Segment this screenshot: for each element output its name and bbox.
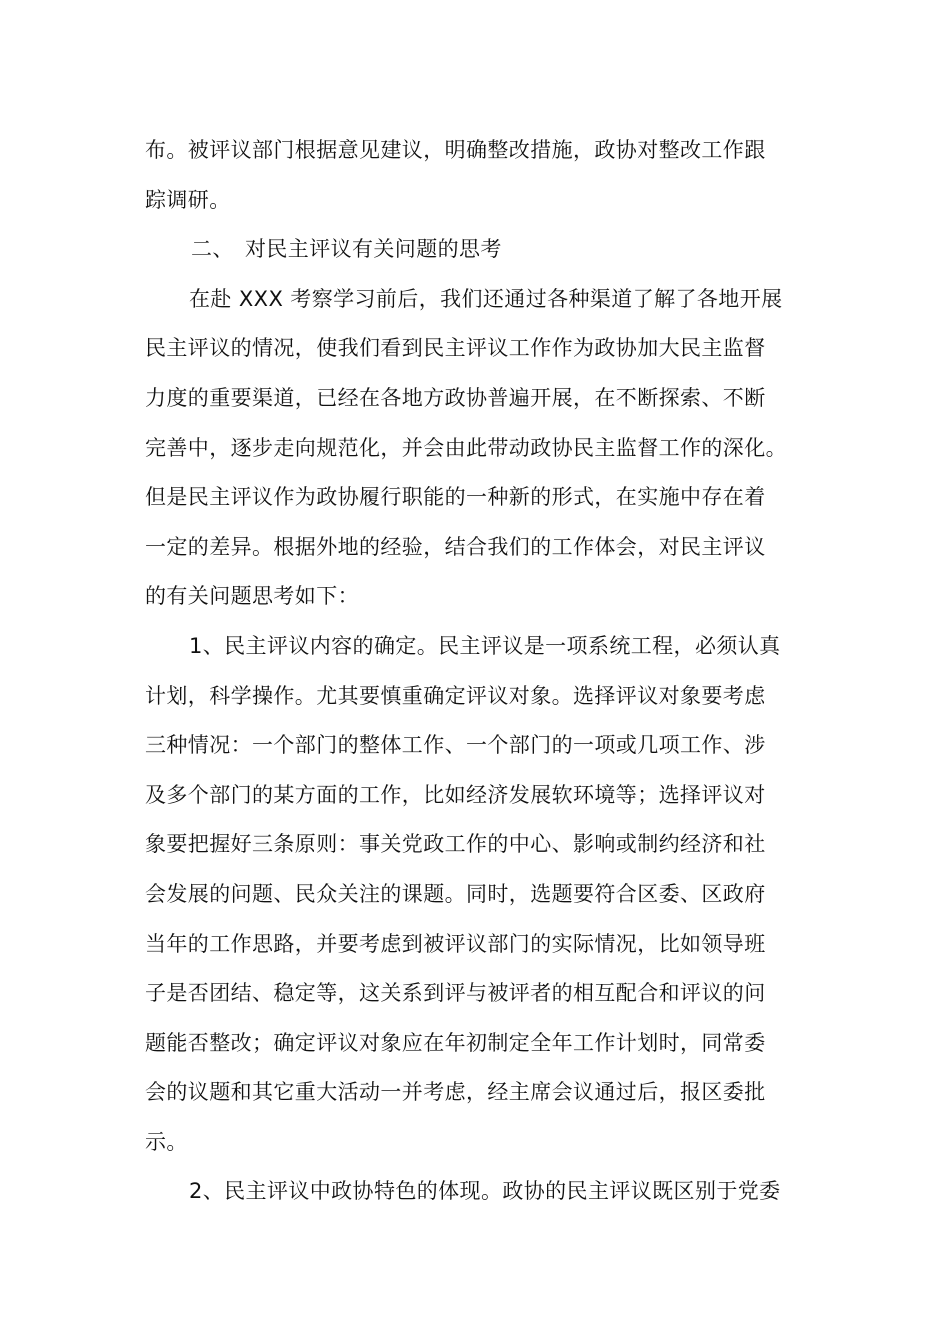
paragraph-line: 民主评议的情况，使我们看到民主评议工作作为政协加大民主监督	[145, 336, 766, 361]
paragraph-line: 示。	[145, 1129, 188, 1154]
paragraph-line: 会发展的问题、民众关注的课题。同时，选题要符合区委、区政府	[145, 881, 766, 906]
section-heading	[145, 225, 825, 275]
paragraph-line: 踪调研。	[145, 187, 231, 212]
paragraph-line: 及多个部门的某方面的工作，比如经济发展软环境等；选择评议对	[145, 782, 766, 807]
paragraph-line: 象要把握好三条原则：事关党政工作的中心、影响或制约经济和社	[145, 832, 766, 857]
section-heading-title: 对民主评议有关问题的思考	[245, 237, 502, 262]
section-heading-number: 二、	[191, 237, 234, 262]
paragraph-line: 三种情况：一个部门的整体工作、一个部门的一项或几项工作、涉	[145, 733, 766, 758]
paragraph-line: 一定的差异。根据外地的经验，结合我们的工作体会，对民主评议	[145, 534, 766, 559]
paragraph-line: 但是民主评议作为政协履行职能的一种新的形式，在实施中存在着	[145, 485, 766, 510]
paragraph-line: 布。被评议部门根据意见建议，明确整改措施，政协对整改工作跟	[145, 138, 766, 162]
paragraph-line: 1、民主评议内容的确定。民主评议是一项系统工程，必须认真	[189, 633, 781, 658]
paragraph-line: 的有关问题思考如下：	[145, 584, 359, 609]
paragraph-line: 计划，科学操作。尤其要慎重确定评议对象。选择评议对象要考虑	[145, 683, 766, 708]
paragraph-line: 会的议题和其它重大活动一并考虑，经主席会议通过后，报区委批	[145, 1080, 766, 1105]
paragraph-line: 在赴 XXX 考察学习前后，我们还通过各种渠道了解了各地开展	[189, 286, 783, 311]
paragraph-line: 完善中，逐步走向规范化，并会由此带动政协民主监督工作的深化。	[145, 435, 787, 460]
paragraph-line: 当年的工作思路，并要考虑到被评议部门的实际情况，比如领导班	[145, 931, 766, 956]
document-body	[145, 126, 825, 1217]
paragraph-line: 题能否整改；确定评议对象应在年初制定全年工作计划时，同常委	[145, 1030, 766, 1055]
paragraph-line: 子是否团结、稳定等，这关系到评与被评者的相互配合和评议的问	[145, 981, 766, 1006]
paragraph-line: 力度的重要渠道，已经在各地方政协普遍开展，在不断探索、不断	[145, 385, 766, 410]
paragraph-line: 2、民主评议中政协特色的体现。政协的民主评议既区别于党委	[189, 1179, 781, 1204]
